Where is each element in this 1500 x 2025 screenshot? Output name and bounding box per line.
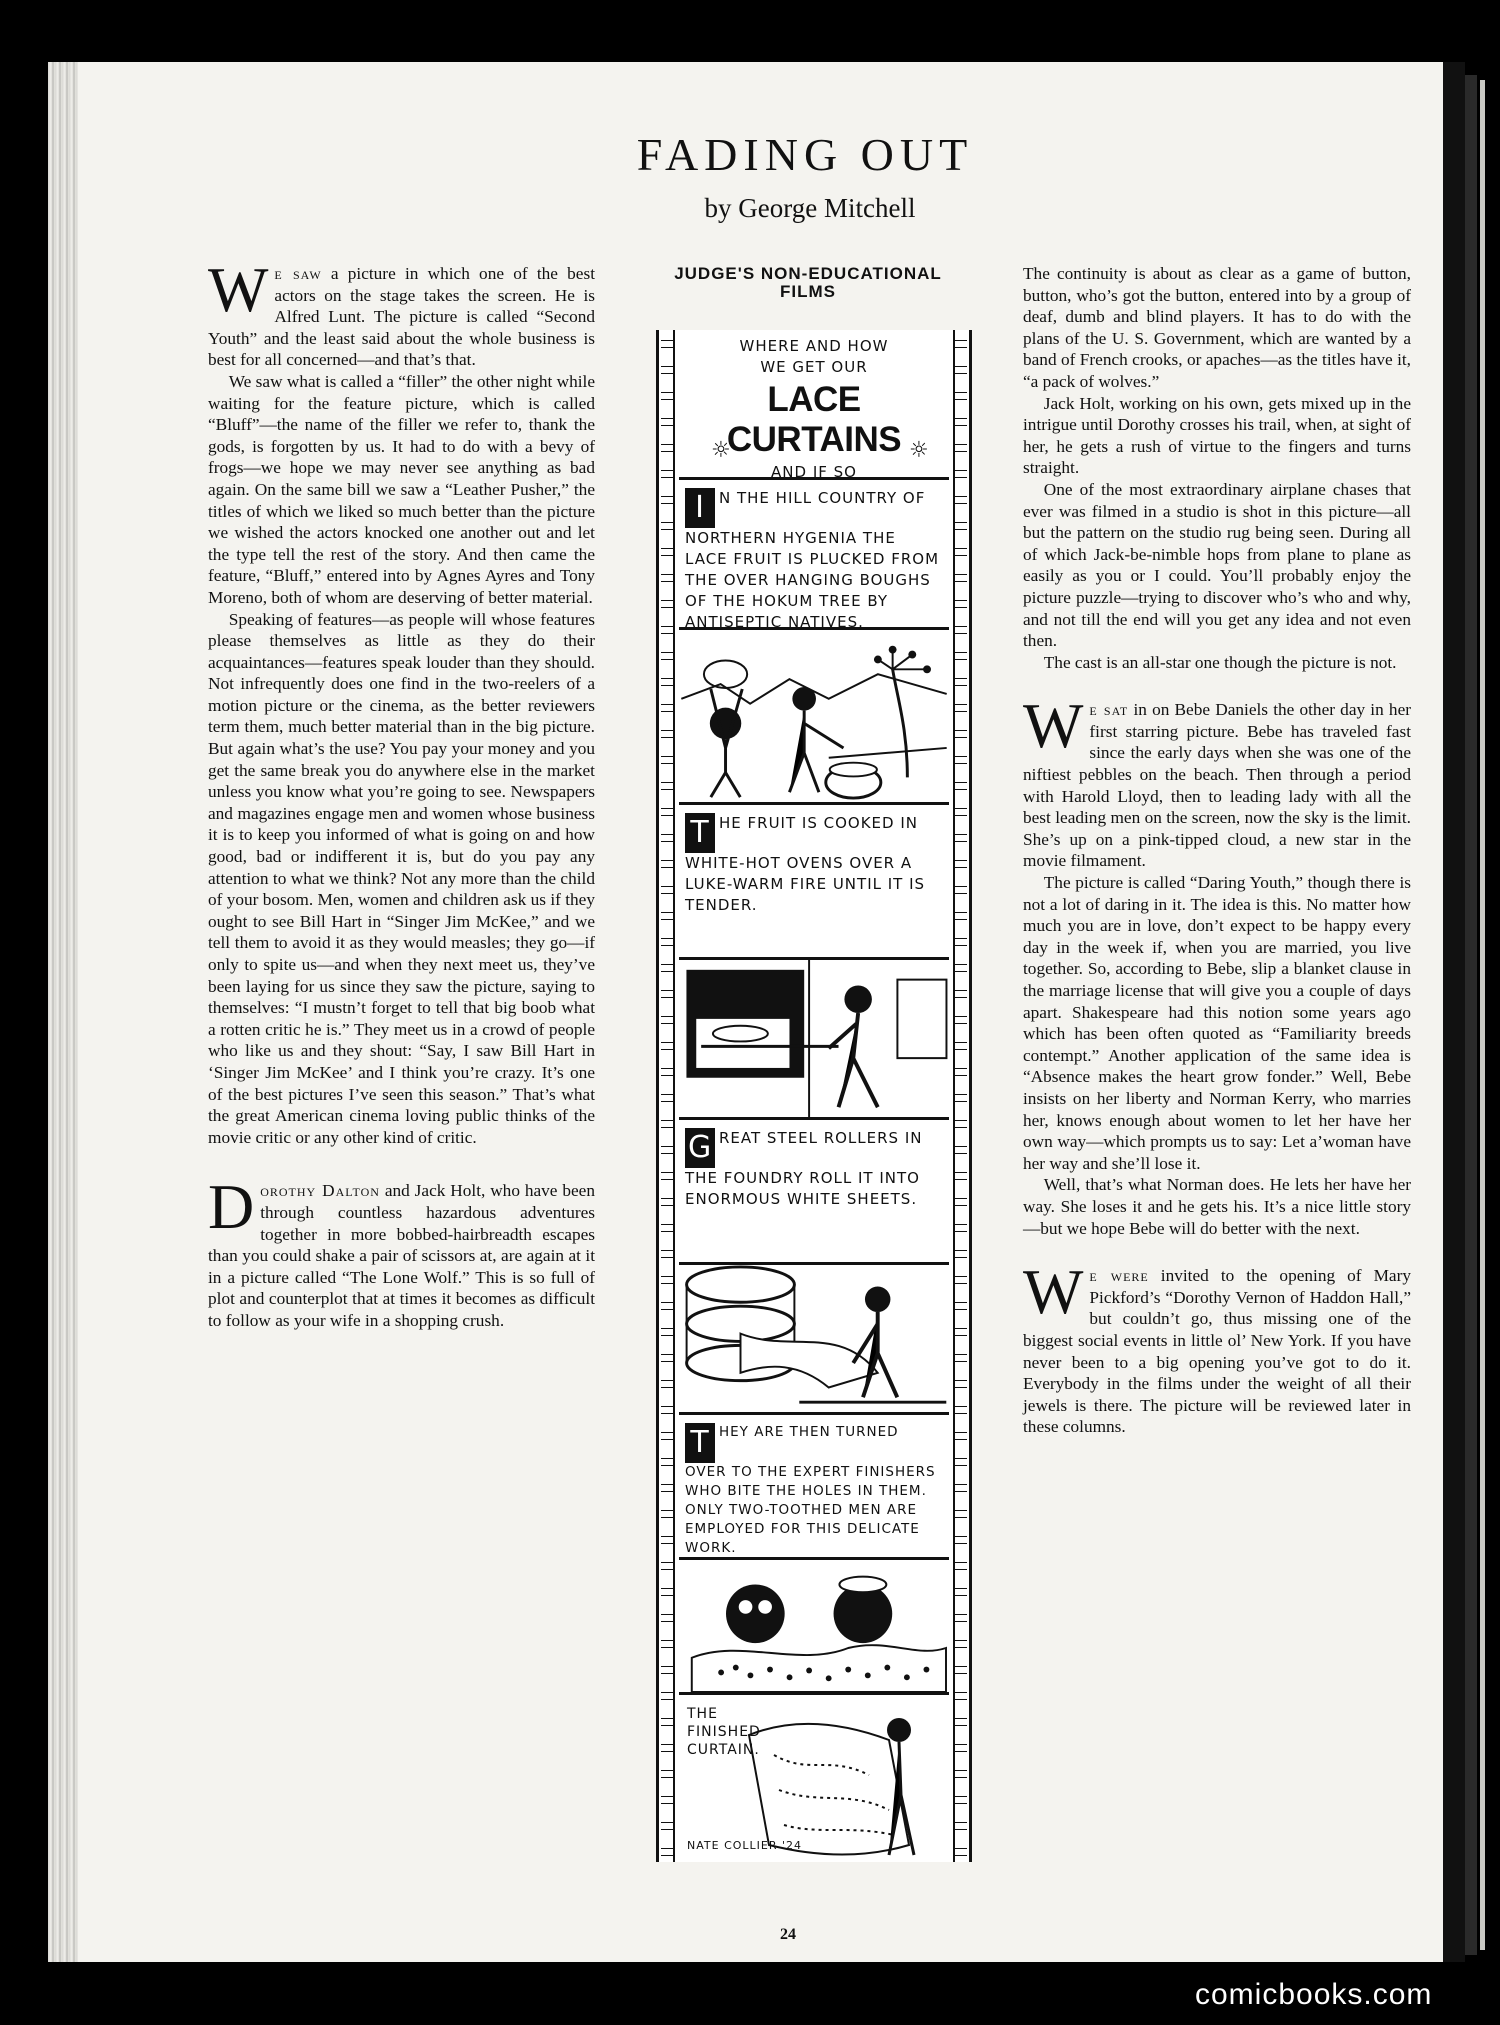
- caption-text: REAT STEEL ROLLERS IN THE FOUNDRY ROLL IT INTO ENORMOUS WHITE SHEETS.: [685, 1129, 923, 1208]
- comic-frame-title: [679, 330, 949, 480]
- paragraph-text: invited to the opening of Mary Pickford’s “Dorothy Vernon of Haddon Hall,” but couldn’t go, thus missing one of the biggest social events in little ol’ New York. If you have never been to a big opening you’ve got to do it. Everybody in the films under the weight of all their jewels is there. The picture will be reviewed later in these columns.: [1023, 1266, 1411, 1437]
- comic-heading-line: FILMS: [780, 282, 836, 301]
- comic-heading: [628, 265, 988, 301]
- film-strip-comic: [656, 330, 972, 1862]
- left-text-column: [208, 254, 595, 1332]
- paragraph-text: in on Bebe Daniels the other day in her first starring picture. Bebe has traveled fast since the early days when she was one of the niftiest pebbles on the beach. Then through a period with Harold Lloyd, then to leading lady with all the best leading men on the screen, now the sky is the limit. She’s up on a pink-tipped cloud, a new star in the movie filmament.: [1023, 700, 1411, 871]
- article-byline: by George Mitchell: [704, 193, 916, 223]
- lead-in: e sat: [1089, 700, 1129, 720]
- oven-drawing: [679, 960, 949, 1117]
- right-binding-border: [1443, 62, 1465, 1962]
- comic-frame-finished-curtain: [679, 1695, 949, 1862]
- sun-icon: ☼: [711, 438, 732, 463]
- comic-frame-drawing-finishers: [679, 1560, 949, 1695]
- artist-signature: NATE COLLIER '24: [687, 1839, 803, 1852]
- drop-cap: D: [208, 1171, 255, 1243]
- harvest-drawing: [679, 630, 949, 802]
- frame-text: WHERE AND HOW: [739, 337, 889, 355]
- paragraph-text: a picture in which one of the best actors on the stage takes the screen. He is Alfred Lunt. The picture is called “Second Youth” and the least said about the whole business is best for all concerned—and that’s that.: [208, 264, 595, 370]
- comic-frame-drawing-oven: [679, 960, 949, 1120]
- paragraph: Well, that’s what Norman does. He lets her have her way. She loses it and he gets his. It’s a nice little story—but we hope Bebe will do better with the next.: [1023, 1175, 1411, 1238]
- frame-big-title: LACE CURTAINS: [726, 380, 902, 459]
- drop-cap: W: [1023, 690, 1084, 762]
- paragraph-text: and Jack Holt, who have been through countless hazardous adventures together in more bobbed-hairbreadth escapes than you could shake a pair of scissors at, are again at it in a picture called “The Lone Wolf.” This is so full of plot and counterplot that at times it becomes as difficult to follow as your wife in a shopping crush.: [208, 1181, 595, 1330]
- paragraph: [208, 254, 595, 371]
- finishers-drawing: [679, 1560, 949, 1692]
- frame-text: AND IF SO: [771, 463, 857, 480]
- comic-heading-line: JUDGE'S NON-EDUCATIONAL: [674, 264, 942, 283]
- lead-in: e saw: [274, 264, 322, 283]
- paragraph: The continuity is about as clear as a game of button, button, who’s got the button, entered into by a group of deaf, dumb and blind players. It has to do with the plans of the U. S. Government, which are wanted by a band of French crooks, or apaches—as the titles have it, “a pack of wolves.”: [1023, 264, 1411, 391]
- lead-in: e were: [1089, 1266, 1149, 1286]
- paragraph: We saw what is called a “filler” the other night while waiting for the feature picture, which is called “Bluff”—the name of the filler we refer to, thank the gods, is forgotten by us. It had to do with a bevy of frogs—we hope we may never see anything as bad again. On the same bill we saw a “Leather Pusher,” the titles of which we liked so much better than the picture we wished the actors knocked one another out and let the type tell the rest of the story. And then came the feature, “Bluff,” entered into by Agnes Ayres and Tony Moreno, both of whom are deserving of better material.: [208, 371, 595, 607]
- right-binding-line: [1480, 80, 1485, 1950]
- sun-icon: ☼: [909, 438, 930, 463]
- comic-frame-drawing-harvest: [679, 630, 949, 805]
- film-perforations-right: [953, 330, 967, 1862]
- caption-text: N THE HILL COUNTRY OF NORTHERN HYGENIA THE LACE FRUIT IS PLUCKED FROM THE OVER HANGING BOUGHS OF THE HOKUM TREE BY ANTISEPTIC NATIVES.: [685, 489, 940, 630]
- page-number: 24: [780, 1926, 796, 1943]
- page-edge-stack: [48, 62, 78, 1962]
- comic-frame-drawing-rollers: [679, 1265, 949, 1415]
- comic-frame-caption: [679, 1120, 949, 1265]
- caption-text: HE FRUIT IS COOKED IN WHITE-HOT OVENS OVER A LUKE-WARM FIRE UNTIL IT IS TENDER.: [685, 814, 926, 914]
- paragraph: The cast is an all-star one though the picture is not.: [1043, 652, 1397, 672]
- paragraph: [1023, 1256, 1411, 1438]
- paragraph: [1023, 690, 1411, 872]
- right-text-column: [1023, 263, 1411, 1438]
- paragraph: Jack Holt, working on his own, gets mixed up in the intrigue until Dorothy crosses his trail, when, at sight of her, he gets a rush of virtue to the fingers and turns straight.: [1023, 393, 1411, 478]
- film-perforations-left: [661, 330, 675, 1862]
- right-binding-inner: [1465, 75, 1477, 1955]
- caption-initial: G: [685, 1128, 715, 1168]
- caption-initial: T: [685, 813, 715, 853]
- caption-text: HEY ARE THEN TURNED OVER TO THE EXPERT FINISHERS WHO BITE THE HOLES IN THEM. ONLY TWO-TOOTHED MEN ARE EMPLOYED FOR THIS DELICATE WORK.: [685, 1424, 936, 1556]
- drop-cap: W: [1023, 1256, 1084, 1328]
- caption-initial: I: [685, 488, 715, 528]
- paragraph: Speaking of features—as people will whose features please themselves as little as they do their acquaintances—features speak louder than they should. Not infrequently does one find in the two-reelers of a motion picture or the cinema, as the better reviewers term them, much better material than in the big picture. But again what’s the use? You pay your money and you get the same break you do anywhere else in the market unless you know what you’re going to see. Newspapers and magazines engage men and women whose business it is to keep you informed of what is going on and how good, bad or indifferent it is, but do you pay any attention to what we think? Not any more than the child of your bosom. Men, women and children ask us if they ought to see Bill Hart in “Singer Jim McKee,” and we tell them to avoid it as they would measles; they go—if only to spite us—and when they next meet us, they’ve been laying for us since they saw the picture, saying to themselves: “I mustn’t forget to tell that big boob what a rotten critic he is.” They meet us in a crowd of people who like us and they shout: “Say, I saw Bill Hart in ‘Singer Jim McKee’ and I think you’re crazy. It’s one of the best pictures I’ve seen this season.” That’s what the great American cinema loving public thinks of the movie critic or any other kind of critic.: [208, 609, 595, 1147]
- rollers-drawing: [679, 1265, 949, 1412]
- article-title: FADING OUT: [636, 129, 974, 180]
- paragraph: The picture is called “Daring Youth,” though there is not a lot of daring in it. The idea is this. No matter how much you are in love, don’t expect to be happy every day in the week if, when you are married, you live together. So, according to Bebe, slip a blanket clause in the marriage license that will give you a couple of days apart. Shakespeare had this notion some years ago which has been often quoted as “Familiarity breeds contempt.” Another application of the same idea is “Absence makes the heart grow fonder.” Well, Bebe insists on her liberty and Norman Kerry, who marries her, knows enough about women to let her have her own way—which prompts us to say: Let a’woman have her way and she’ll lose it.: [1023, 873, 1411, 1173]
- frame-finished-label: THE FINISHED CURTAIN.: [687, 1706, 761, 1758]
- site-watermark: comicbooks.com: [1195, 1978, 1433, 2011]
- comic-frame-caption: [679, 1415, 949, 1560]
- comic-frame-caption: [679, 805, 949, 960]
- lead-in: orothy Dalton: [260, 1181, 380, 1201]
- caption-initial: T: [685, 1423, 715, 1463]
- paragraph: [208, 1171, 595, 1331]
- frame-text: WE GET OUR: [760, 358, 868, 376]
- comic-frame-caption: [679, 480, 949, 630]
- paragraph: One of the most extraordinary airplane chases that ever was filmed in a studio is shot in this picture—all but the pattern on the studio rug being seen. During all of which Jack-be-nimble hops from plane to plane as easily as you or I could. You’ll probably enjoy the picture puzzle—trying to discover who’s who and why, and not till the end will you get any idea and not even then.: [1023, 479, 1411, 651]
- drop-cap: W: [208, 254, 269, 325]
